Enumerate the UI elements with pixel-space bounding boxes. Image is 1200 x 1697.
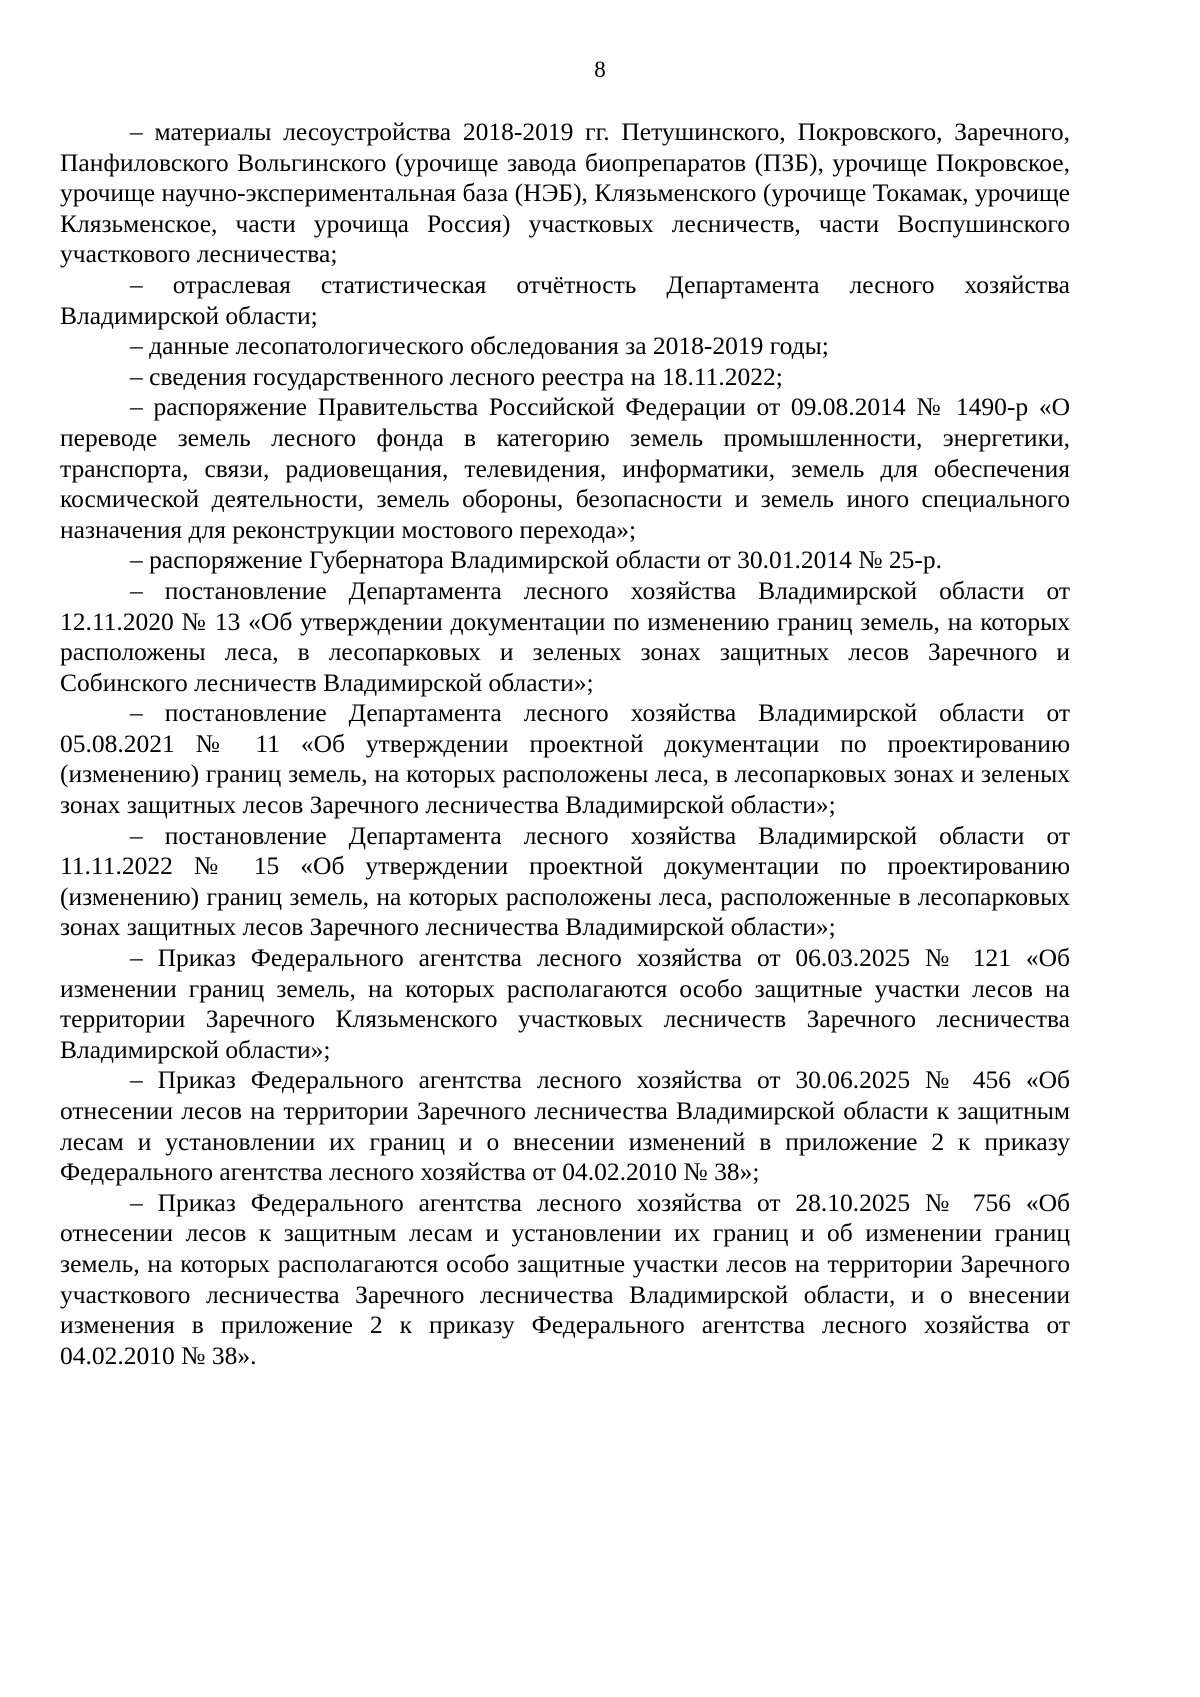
paragraph-governor-order-25: – распоряжение Губернатора Владимирской области от 30.01.2014 № 25-р. (130, 545, 943, 575)
paragraph-order-756: – Приказ Федерального агентства лесного хозяйства от 28.10.2025 № 756 «Об отнесении лесов к защитным лесам и установлении их границ и об изменении границ земель, на которых располагаются особо защитные участки лесов на территории Заречного участкового лесничества Заречного лесничества Владимирской области, и о внесении изменения в приложение 2 к приказу Федерального агентства лесного хозяйства от 04.02.2010 № 38». (60, 1187, 1070, 1370)
paragraph-statistical-reporting: – отраслевая статистическая отчётность Департамента лесного хозяйства Владимирской области; (60, 269, 1070, 330)
paragraph-forest-registry: – сведения государственного лесного реестра на 18.11.2022; (130, 361, 783, 391)
paragraph-forest-pathology-data: – данные лесопатологического обследования за 2018-2019 годы; (130, 331, 829, 361)
paragraph-resolution-15: – постановление Департамента лесного хозяйства Владимирской области от 11.11.2022 № 15 «Об утверждении проектной документации по проектированию (изменению) границ земель, на которых расположены леса, расположенные в лесопарковых зонах защитных лесов Заречного лесничества Владимирской области»; (60, 820, 1070, 942)
paragraph-government-order-1490: – распоряжение Правительства Российской Федерации от 09.08.2014 № 1490-р «О переводе земель лесного фонда в категорию земель промышленности, энергетики, транспорта, связи, радиовещания, телевидения, информатики, земель для обеспечения космической деятельности, земель обороны, безопасности и земель иного специального назначения для реконструкции мостового перехода»; (60, 392, 1070, 544)
paragraph-forest-inventory-materials: – материалы лесоустройства 2018-2019 гг. Петушинского, Покровского, Заречного, Панфиловского Вольгинского (урочище завода биопрепаратов (ПЗБ), урочище Покровское, урочище научно-экспериментальная база (НЭБ), Клязьменского (урочище Токамак, урочище Клязьменское, части урочища Россия) участковых лесничеств, части Воспушинского участкового лесничества; (60, 117, 1070, 269)
paragraph-resolution-11: – постановление Департамента лесного хозяйства Владимирской области от 05.08.2021 № 11 «Об утверждении проектной документации по проектированию (изменению) границ земель, на которых расположены леса, в лесопарковых зонах и зеленых зонах защитных лесов Заречного лесничества Владимирской области»; (60, 698, 1070, 820)
paragraph-resolution-13: – постановление Департамента лесного хозяйства Владимирской области от 12.11.2020 № 13 «Об утверждении документации по изменению границ земель, на которых расположены леса, в лесопарковых и зеленых зонах защитных лесов Заречного и Собинского лесничеств Владимирской области»; (60, 575, 1070, 697)
body-text (60, 117, 1070, 1371)
page-number: 8 (594, 57, 606, 82)
paragraph-order-456: – Приказ Федерального агентства лесного хозяйства от 30.06.2025 № 456 «Об отнесении лесов на территории Заречного лесничества Владимирской области к защитным лесам и установлении их границ и о внесении изменений в приложение 2 к приказу Федерального агентства лесного хозяйства от 04.02.2010 № 38»; (60, 1065, 1070, 1187)
paragraph-order-121: – Приказ Федерального агентства лесного хозяйства от 06.03.2025 № 121 «Об изменении границ земель, на которых располагаются особо защитные участки лесов на территории Заречного Клязьменского участковых лесничеств Заречного лесничества Владимирской области»; (60, 943, 1070, 1064)
